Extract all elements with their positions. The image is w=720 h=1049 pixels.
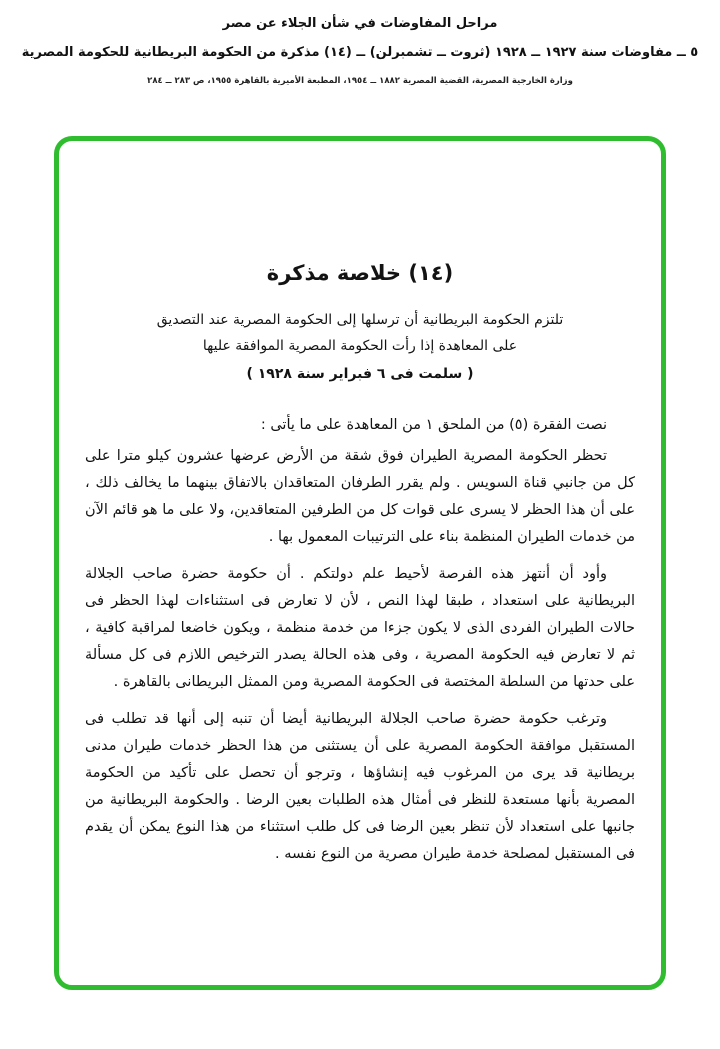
paragraph-2: وأود أن أنتهز هذه الفرصة لأحيط علم دولتكم . أن حكومة حضرة صاحب الجلالة البريطانية على استعداد ، طبقا لهذا النص ، لأن لا تعارض فى استثناءات لهذا الحظر فى حالات الطيران الفردى الذى لا يكون جزءا من خدمة منظمة ، ويكون خاضعا لمراقبة كافية ، ثم لا تعارض فيه الحكومة المصرية ، وفى هذه الحالة يصدر الترخيص اللازم فى كل مسألة على حدتها من السلطة المختصة فى الحكومة المصرية ومن الممثل البريطانى بالقاهرة . [85, 566, 635, 690]
document-subtitle-line1: تلتزم الحكومة البريطانية أن ترسلها إلى الحكومة المصرية عند التصديق [156, 312, 564, 328]
delivery-note: ( سلمت فى ٦ فبراير سنة ١٩٢٨ ) [246, 366, 474, 382]
paragraph-1: تحظر الحكومة المصرية الطيران فوق شقة من الأرض عرضها عشرون كيلو مترا على كل من جانبي قناة السويس . ولم يقرر الطرفان المتعاقدان بالاتفاق بينهما ما يخالف ذلك ، على أن هذا الحظر لا يسرى على قوات كل من الطرفين المتعاقدين، ولا على ما هو قائم الآن من خدمات الطيران المنظمة بناء على الترتيبات المعمول بها . [85, 448, 635, 545]
green-document-frame [54, 136, 666, 990]
document-title: (١٤) خلاصة مذكرة [266, 261, 454, 285]
document-intro: نصت الفقرة (٥) من الملحق ١ من المعاهدة على ما يأتى : [260, 417, 607, 433]
document-subtitle-line2: على المعاهدة إذا رأت الحكومة المصرية الموافقة عليها [202, 338, 518, 354]
header-subtitle: ٥ ــ مفاوضات سنة ١٩٢٧ ــ ١٩٢٨ (ثروت ــ تشمبرلن) ــ (١٤) مذكرة من الحكومة البريطانية للحكومة المصرية [21, 45, 699, 60]
header-title: مراحل المفاوضات في شأن الجلاء عن مصر [222, 16, 498, 31]
document-content [79, 261, 641, 868]
paragraph-3: وترغب حكومة حضرة صاحب الجلالة البريطانية أيضا أن تنبه إلى أنها قد تطلب فى المستقبل موافقة الحكومة المصرية على أن يستثنى من هذا الحظر خدمات طيران مدنى بريطانية قد يرى من المرغوب فيه إنشاؤها ، وترجو أن تحصل على تأكيد من الحكومة المصرية بأنها مستعدة للنظر فى أمثال هذه الطلبات بعين الرضا . والحكومة البريطانية من جانبها على استعداد لأن تنظر بعين الرضا فى كل طلب استثناء من هذا النوع يمكن أن يقدم فى المستقبل لمصلحة خدمة طيران مصرية من النوع نفسه . [85, 711, 635, 862]
page-header [0, 16, 720, 86]
document-body [79, 443, 641, 868]
header-source-citation: وزارة الخارجية المصرية، القضية المصرية ١٨٨٢ ــ ١٩٥٤، المطبعة الأميرية بالقاهرة ١٩٥٥، ص ٢٨٣ ــ ٢٨٤ [147, 76, 573, 86]
